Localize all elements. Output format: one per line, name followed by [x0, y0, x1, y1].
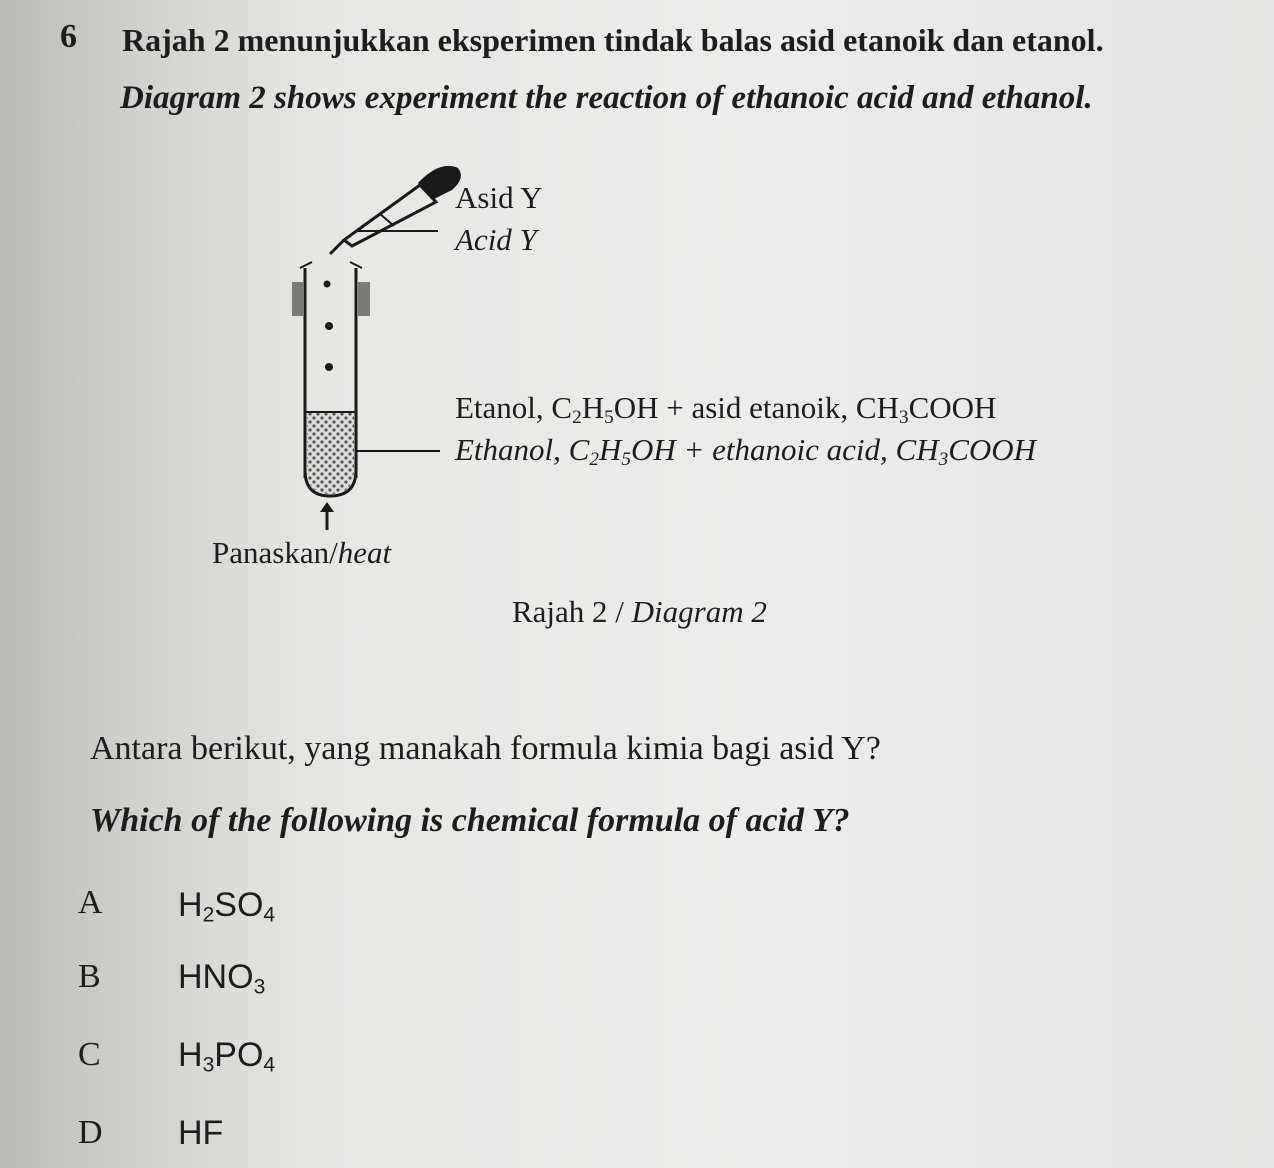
label-acid-y-malay: Asid Y [455, 180, 543, 215]
label-mixture-malay: Etanol, $C_2H_5OH$ + asid etanoik, $CH_3COOH$ [455, 390, 997, 428]
drops-icon [324, 281, 334, 372]
option-c-formula[interactable]: $H_3PO_4$ [178, 1036, 276, 1077]
option-a-letter[interactable]: A [78, 884, 103, 921]
question-stem-english: Diagram 2 shows experiment the reaction of ethanoic acid and ethanol. [120, 80, 1093, 116]
question-number: 6 [60, 18, 77, 55]
label-acid-y-english: Acid Y [455, 222, 537, 257]
label-mixture-english: Ethanol, $C_2H_5OH$ + ethanoic acid, $CH_3COOH$ [455, 432, 1037, 470]
option-c-letter[interactable]: C [78, 1036, 101, 1073]
option-b-formula[interactable]: $HNO_3$ [178, 958, 266, 999]
prompt-english: Which of the following is chemical formula of acid Y? [90, 802, 850, 839]
option-b-letter[interactable]: B [78, 958, 101, 995]
option-d-formula[interactable]: HF [178, 1114, 224, 1152]
prompt-malay: Antara berikut, yang manakah formula kimia bagi asid Y? [90, 730, 881, 767]
liquid-mixture [307, 412, 354, 494]
heat-arrow-icon [320, 502, 334, 530]
label-heat: Panaskan/heat [212, 535, 392, 570]
diagram-caption: Rajah 2 / Diagram 2 [512, 594, 767, 629]
option-a-formula[interactable]: $H_2SO_4$ [178, 886, 276, 927]
question-stem-malay: Rajah 2 menunjukkan eksperimen tindak balas asid etanoik dan etanol. [122, 22, 1104, 58]
option-d-letter[interactable]: D [78, 1114, 103, 1151]
dropper-icon [330, 166, 461, 254]
